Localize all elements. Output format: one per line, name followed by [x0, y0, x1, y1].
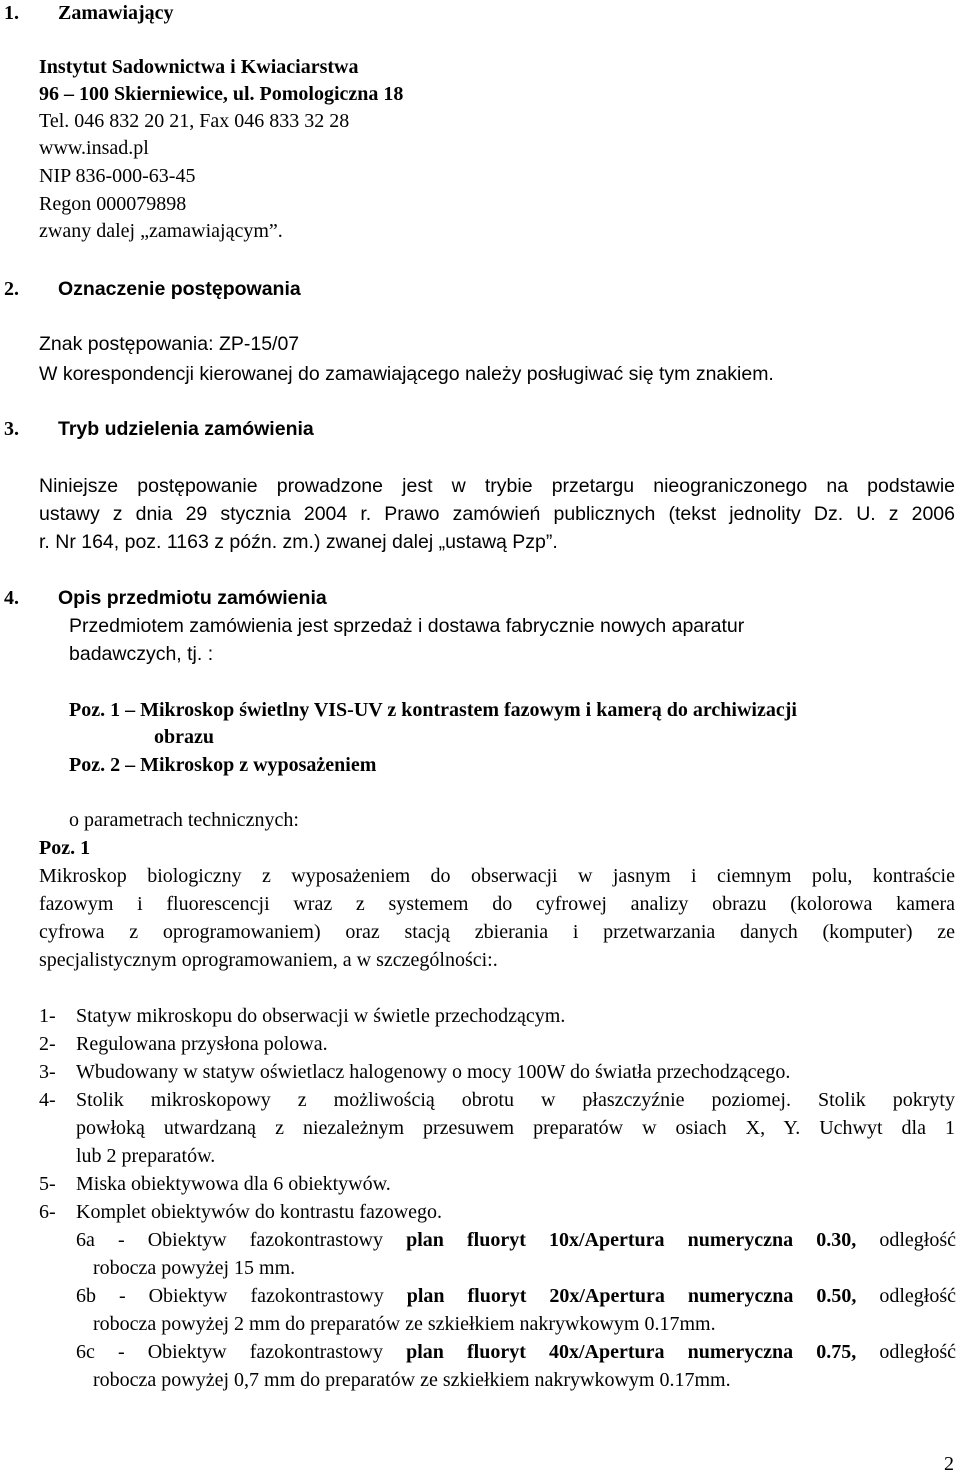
objective-spec: plan fluoryt 10x/Apertura numeryczna 0.30, [406, 1229, 857, 1251]
objective-suffix: odległość [856, 1285, 956, 1307]
objective-line [76, 1282, 956, 1310]
desc-line-1: Mikroskop biologiczny z wyposażeniem do obserwacji w jasnym i ciemnym polu, kontraście [39, 865, 955, 887]
subject-line-2: badawczych, tj. : [69, 643, 214, 665]
list-item-line: Stolik mikroskopowy z możliwością obrotu w płaszczyźnie poziomej. Stolik pokryty [76, 1089, 955, 1111]
objective-distance: robocza powyżej 0,7 mm do preparatów ze szkiełkiem nakrywkowym 0.17mm. [93, 1369, 731, 1391]
list-item-line: powłoką utwardzaną z niezależnym przesuwem preparatów w osiach X, Y. Uchwyt dla 1 [76, 1117, 955, 1139]
section-2-heading [4, 275, 301, 303]
objective-line [76, 1226, 956, 1254]
objective-line [76, 1338, 956, 1366]
institution-alias: zwany dalej „zamawiającym”. [39, 220, 283, 242]
item-poz-1-cont: obrazu [154, 726, 214, 748]
objective-distance: robocza powyżej 2 mm do preparatów ze szkiełkiem nakrywkowym 0.17mm. [93, 1313, 716, 1335]
section-4-title: Opis przedmiotu zamówienia [58, 587, 327, 609]
list-item-number: 2- [39, 1033, 56, 1055]
objective-item [76, 1338, 956, 1394]
list-item-text: Komplet obiektywów do kontrastu fazowego. [76, 1201, 443, 1223]
list-item-number: 6- [39, 1201, 56, 1223]
objective-suffix: odległość [856, 1341, 956, 1363]
mode-line-3: r. Nr 164, poz. 1163 z późn. zm.) zwanej dalej „ustawą Pzp”. [39, 531, 558, 553]
list-item-number: 5- [39, 1173, 56, 1195]
objective-prefix: 6a - Obiektyw fazokontrastowy [76, 1229, 407, 1251]
objective-prefix: 6b - Obiektyw fazokontrastowy [76, 1285, 407, 1307]
institution-nip: NIP 836-000-63-45 [39, 165, 196, 187]
section-2-title: Oznaczenie postępowania [58, 278, 301, 300]
mode-line-2: ustawy z dnia 29 stycznia 2004 r. Prawo zamówień publicznych (tekst jednolity Dz. U. z 2006 [39, 503, 955, 525]
desc-line-4: specjalistycznym oprogramowaniem, a w szczególności:. [39, 949, 498, 971]
list-item [39, 1086, 955, 1170]
procedure-note: W korespondencji kierowanej do zamawiającego należy posługiwać się tym znakiem. [39, 363, 774, 385]
objective-item [76, 1282, 956, 1338]
desc-line-3: cyfrowa z oprogramowaniem) oraz stacją zbierania i przetwarzania danych (komputer) ze [39, 921, 955, 943]
section-3-number: 3. [4, 418, 19, 440]
institution-regon: Regon 000079898 [39, 193, 187, 215]
objective-suffix: odległość [856, 1229, 956, 1251]
section-2-number: 2. [4, 278, 19, 300]
list-item-line: lub 2 preparatów. [76, 1145, 216, 1167]
poz-1-heading: Poz. 1 [39, 837, 91, 859]
subject-line-1: Przedmiotem zamówienia jest sprzedaż i dostawa fabrycznie nowych aparatur [69, 615, 745, 637]
objective-item [76, 1226, 956, 1282]
list-item-number: 1- [39, 1005, 56, 1027]
institution-address: 96 – 100 Skierniewice, ul. Pomologiczna 18 [39, 83, 404, 105]
section-3-heading [4, 415, 314, 443]
section-1-title: Zamawiający [58, 2, 174, 24]
list-item-text: Wbudowany w statyw oświetlacz halogenowy o mocy 100W do światła przechodzącego. [76, 1061, 791, 1083]
list-item-text: Regulowana przysłona polowa. [76, 1033, 328, 1055]
section-4-heading [4, 584, 327, 612]
section-1-number: 1. [4, 2, 19, 24]
institution-phone: Tel. 046 832 20 21, Fax 046 833 32 28 [39, 110, 350, 132]
section-4-number: 4. [4, 587, 19, 609]
list-item-text: Miska obiektywowa dla 6 obiektywów. [76, 1173, 391, 1195]
item-poz-2: Poz. 2 – Mikroskop z wyposażeniem [69, 754, 377, 776]
section-1-heading [4, 0, 174, 27]
parameters-intro: o parametrach technicznych: [69, 809, 299, 831]
item-poz-1: Poz. 1 – Mikroskop świetlny VIS-UV z kontrastem fazowym i kamerą do archiwizacji [69, 699, 797, 721]
objective-spec: plan fluoryt 20x/Apertura numeryczna 0.50, [406, 1285, 857, 1307]
procedure-code: Znak postępowania: ZP-15/07 [39, 333, 300, 355]
list-item-text: Statyw mikroskopu do obserwacji w świetle przechodzącym. [76, 1005, 566, 1027]
desc-line-2: fazowym i fluorescencji wraz z systemem do cyfrowej analizy obrazu (kolorowa kamera [39, 893, 955, 915]
objective-spec: plan fluoryt 40x/Apertura numeryczna 0.75, [406, 1341, 857, 1363]
section-3-title: Tryb udzielenia zamówienia [58, 418, 314, 440]
objective-prefix: 6c - Obiektyw fazokontrastowy [76, 1341, 407, 1363]
list-item-text [76, 1086, 955, 1170]
mode-line-1: Niniejsze postępowanie prowadzone jest w trybie przetargu nieograniczonego na podstawie [39, 475, 955, 497]
list-item-number: 4- [39, 1089, 56, 1111]
list-item-number: 3- [39, 1061, 56, 1083]
institution-website: www.insad.pl [39, 137, 149, 159]
institution-name: Instytut Sadownictwa i Kwiaciarstwa [39, 56, 359, 78]
page-number: 2 [944, 1453, 954, 1475]
objective-distance: robocza powyżej 15 mm. [93, 1257, 296, 1279]
